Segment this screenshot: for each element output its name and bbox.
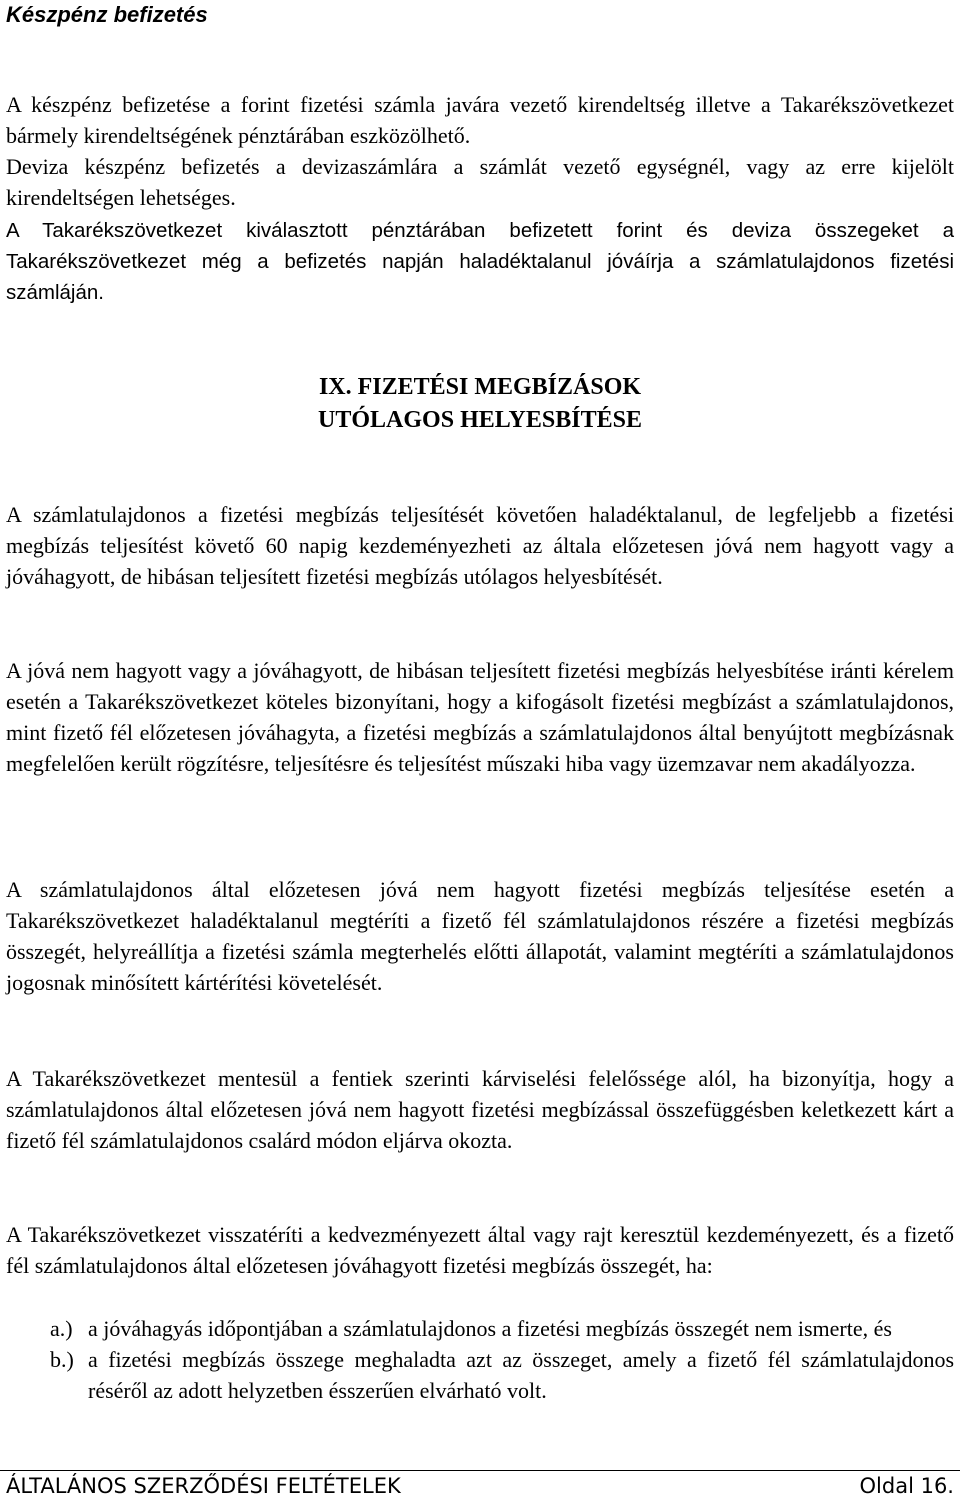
footer-document-title: ÁLTALÁNOS SZERZŐDÉSI FELTÉTELEK	[6, 1474, 401, 1498]
list-item-text: a fizetési megbízás összege meghaladta azt az összeget, amely a fizető fél számlatulajdonos réséről az adott helyzetben ésszerűen elvárható volt.	[88, 1347, 954, 1403]
paragraph-reimbursement: A Takarékszövetkezet visszatéríti a kedvezményezett által vagy rajt keresztül kezdeményezett, és a fizető fél számlatulajdonos által előzetesen jóváhagyott fizetési megbízás összegét, ha:	[6, 1222, 954, 1278]
list-item-text: a jóváhagyás időpontjában a számlatulajdonos a fizetési megbízás összegét nem ismerte, és	[88, 1316, 892, 1341]
page-footer	[6, 1471, 954, 1501]
chapter-title	[0, 371, 960, 437]
paragraph-exemption: A Takarékszövetkezet mentesül a fentiek szerinti kárviselési felelőssége alól, ha bizonyítja, hogy a számlatulajdonos által előzetesen jóvá nem hagyott fizetési megbízással összefüggésben keletkezett kárt a fizető fél számlatulajdonos csalárd módon eljárva okozta.	[6, 1066, 954, 1153]
paragraph-burden-of-proof: A jóvá nem hagyott vagy a jóváhagyott, de hibásan teljesített fizetési megbízás helyesbítése iránti kérelem esetén a Takarékszövetkezet köteles bizonyítani, hogy a kifogásolt fizetési megbízást a számlatulajdonos, mint fizető fél előzetesen jóváhagyta, a fizetési megbízás a számlatulajdonos által benyújtott megbízásnak megfelelően került rögzítésre, teljesítésre és teljesítést műszaki hiba vagy üzemzavar nem akadályozza.	[6, 658, 954, 776]
chapter-title-line-2: UTÓLAGOS HELYESBÍTÉSE	[318, 407, 642, 433]
condition-list	[6, 1313, 954, 1406]
list-marker: b.)	[50, 1347, 74, 1372]
paragraph-correction-request: A számlatulajdonos a fizetési megbízás teljesítését követően haladéktalanul, de legfeljebb a fizetési megbízás teljesítést követő 60 napig kezdeményezheti az általa előzetesen jóvá nem hagyott vagy a jóváhagyott, de hibásan teljesített fizetési megbízás utólagos helyesbítését.	[6, 502, 954, 589]
paragraph-crediting: A Takarékszövetkezet kiválasztott pénztárában befizetett forint és deviza összegeket a Takarékszövetkezet még a befizetés napján haladéktalanul jóváírja a számlatulajdonos fizetési számláján.	[6, 219, 954, 304]
section-heading: Készpénz befizetés	[6, 2, 208, 27]
paragraph-cash-deposit: A készpénz befizetése a forint fizetési számla javára vezető kirendeltség illetve a Takarékszövetkezet bármely kirendeltségének pénztárában eszközölhető.	[6, 92, 954, 148]
chapter-title-line-1: IX. FIZETÉSI MEGBÍZÁSOK	[318, 374, 642, 400]
list-marker: a.)	[50, 1316, 73, 1341]
paragraph-refund: A számlatulajdonos által előzetesen jóvá nem hagyott fizetési megbízás teljesítése esetén a Takarékszövetkezet haladéktalanul megtéríti a fizető fél számlatulajdonos részére a fizetési megbízás összegét, helyreállítja a fizetési számla megterhelés előtti állapotát, valamint megtéríti a számlatulajdonos jogosnak minősített kártérítési követelését.	[6, 877, 954, 995]
footer-page-number: Oldal 16.	[859, 1474, 954, 1498]
list-item	[6, 1344, 954, 1406]
list-item	[6, 1313, 954, 1344]
paragraph-foreign-cash: Deviza készpénz befizetés a devizaszámlára a számlát vezető egységnél, vagy az erre kijelölt kirendeltségen lehetséges.	[6, 154, 954, 210]
